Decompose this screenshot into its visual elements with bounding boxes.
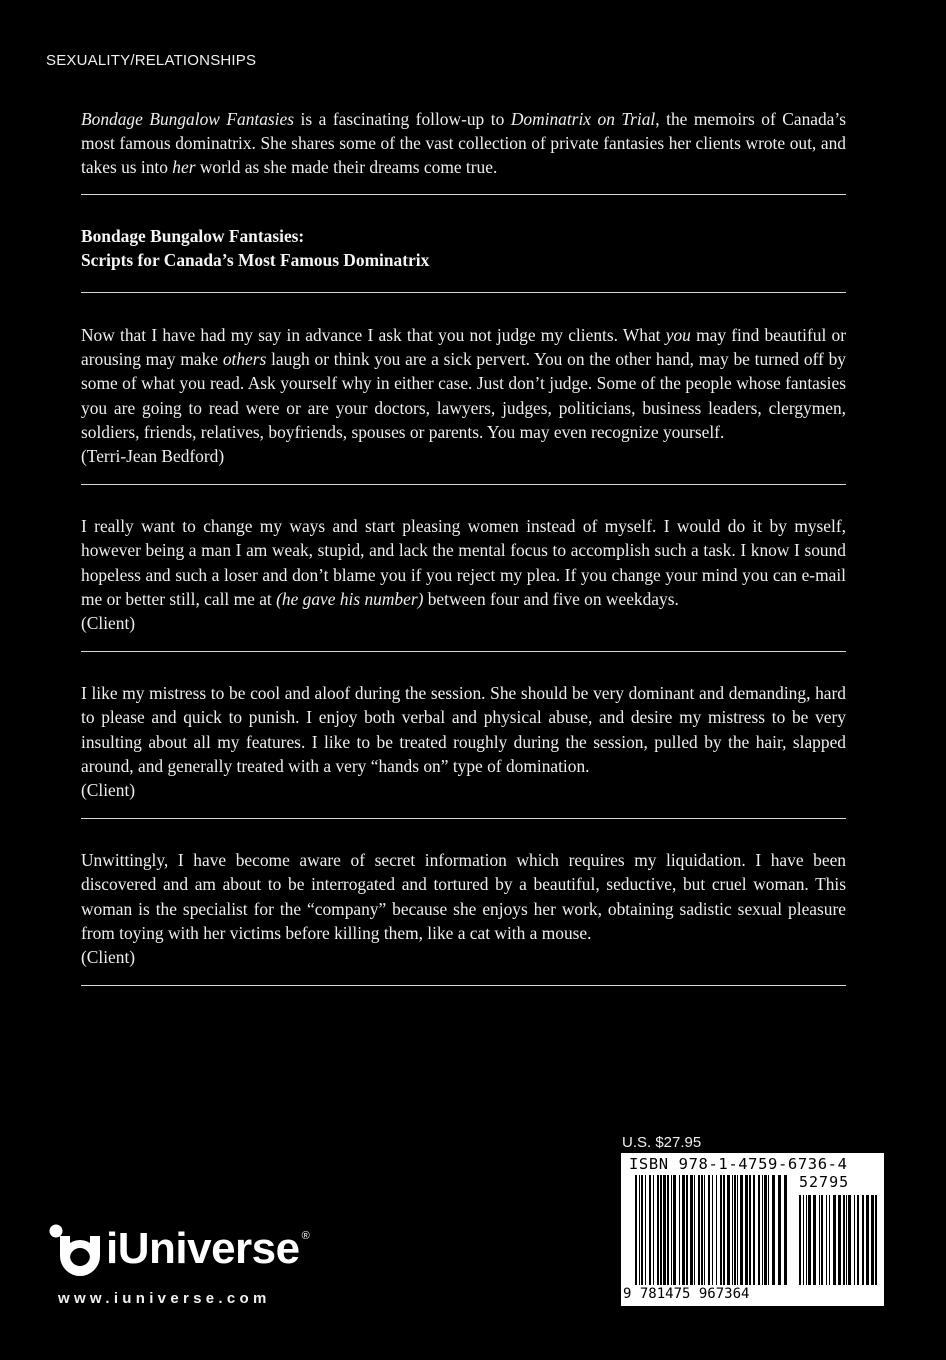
barcode-bar [768, 1175, 769, 1285]
quote-italic: you [665, 325, 691, 346]
barcode-bar [673, 1175, 676, 1285]
barcode-bar [854, 1195, 855, 1285]
barcode-bar [682, 1175, 685, 1285]
barcode-bar [826, 1195, 827, 1285]
intro-text-3: world as she made their dreams come true. [195, 157, 498, 178]
quote-attribution: (Client) [81, 947, 136, 968]
divider [81, 194, 846, 195]
divider [81, 292, 846, 293]
quote-text: Unwittingly, I have become aware of secret information which requires my liquidation. I have been discovered and am about to be interrogated and tortured by a beautiful, seductive, but cruel woman. This woman is the specialist for the “company” because she enjoys her work, obtaining sadistic sexual pleasure from toying with her victims before killing them, like a cat with a mouse. [81, 850, 846, 943]
barcode-bar [737, 1175, 738, 1285]
iuniverse-wordmark [106, 1224, 310, 1274]
barcode-bar [819, 1195, 820, 1285]
quote-text: may find beautiful or arousing may make [81, 325, 846, 370]
quote-attribution: (Client) [81, 613, 136, 634]
isbn-number: ISBN 978-1-4759-6736-4 [629, 1155, 848, 1173]
barcode-bar [723, 1175, 725, 1285]
barcode-bar [660, 1175, 662, 1285]
barcode-bar [862, 1195, 864, 1285]
barcode-bar [690, 1175, 693, 1285]
barcode-bar [712, 1175, 713, 1285]
barcode-bar [758, 1175, 760, 1285]
barcode-bar [749, 1175, 751, 1285]
divider [81, 818, 846, 819]
barcode-bar [813, 1195, 816, 1285]
intro-title-italic: Bondage Bungalow Fantasies [81, 109, 294, 129]
publisher-website: www.iuniverse.com [58, 1290, 271, 1307]
barcode-bar [875, 1195, 877, 1285]
intro-reference-italic: Dominatrix on Trial [510, 109, 656, 129]
barcode-bar [857, 1195, 859, 1285]
barcode-bar [821, 1195, 823, 1285]
ean-bars [635, 1175, 787, 1285]
back-cover-content [81, 107, 846, 986]
publisher-name: iUniverse [106, 1224, 300, 1273]
quote-italic: others [222, 349, 267, 370]
barcode-bar [778, 1175, 781, 1285]
barcode-bar [740, 1175, 743, 1285]
category-label: SEXUALITY/RELATIONSHIPS [46, 52, 257, 69]
barcode-bar [843, 1195, 845, 1285]
barcode-bar [698, 1175, 700, 1285]
barcode-bar [838, 1195, 841, 1285]
barcode-bar [784, 1175, 787, 1285]
barcode-bar [753, 1175, 755, 1285]
barcode-bar [686, 1175, 688, 1285]
book-title [81, 224, 846, 272]
book-title-line-2: Scripts for Canada’s Most Famous Dominatrix [81, 249, 430, 270]
barcode-bar [772, 1175, 775, 1285]
price-label: U.S. $27.95 [622, 1134, 702, 1151]
quote-attribution: (Client) [81, 780, 136, 801]
barcode-bar [641, 1175, 643, 1285]
barcode-bar [657, 1175, 659, 1285]
quote-text: laugh or think you are a sick pervert. You on the other hand, may be turned off by some of what you read. Ask yourself why in either case. Just don’t judge. Some of the people whose fantasies you are going to read were or are your doctors, lawyers, judges, politicians, business leaders, clergymen, soldiers, friends, relatives, boyfriends, spouses or parents. You may even recognize yourself. [81, 349, 846, 442]
barcode-bar [649, 1175, 651, 1285]
barcode-bar [806, 1195, 807, 1285]
barcode-bar [734, 1175, 736, 1285]
quote-client-1 [81, 514, 846, 635]
barcode-bar [653, 1175, 654, 1285]
barcode-bar [645, 1175, 646, 1285]
barcode-bar [639, 1175, 640, 1285]
registered-mark: ® [301, 1230, 310, 1242]
barcode-bar [716, 1175, 717, 1285]
barcode-bar [663, 1175, 666, 1285]
quote-italic: (he gave his number) [276, 588, 424, 609]
intro-text-1: is a fascinating follow-up to [294, 109, 511, 129]
barcode-bar [679, 1175, 680, 1285]
barcode-bar [764, 1175, 767, 1285]
barcode-bar [708, 1175, 710, 1285]
iuniverse-logo-icon [46, 1222, 102, 1280]
quote-text: I really want to change my ways and start pleasing women instead of myself. I would do it by myself, however being a man I am weak, stupid, and lack the mental focus to accomplish such a task. I know I sound hopeless and such a loser and don’t blame you if you reject my plea. If you change your mind you can e-mail me or better still, call me at [81, 516, 846, 609]
barcode-bar [732, 1175, 733, 1285]
iuniverse-logo [46, 1220, 326, 1282]
quote-text: I like my mistress to be cool and aloof during the session. She should be very dominant and demanding, hard to please and quick to punish. I enjoy both verbal and physical abuse, and desire my mistress to be very insulting about all my features. I like to be treated roughly during the session, pulled by the hair, slapped around, and generally treated with a very “hands on” type of domination. [81, 683, 846, 776]
divider [81, 484, 846, 485]
addon-bars [799, 1195, 877, 1285]
book-title-line-1: Bondage Bungalow Fantasies: [81, 225, 305, 246]
barcode-bar [866, 1195, 869, 1285]
divider [81, 985, 846, 986]
barcode-bar [762, 1175, 763, 1285]
price-addon-number: 52795 [799, 1173, 850, 1191]
quote-client-3 [81, 848, 846, 969]
intro-text-2: , the memoirs of Canada’s most famous dominatrix. She shares some of the vast collection of private fantasies her clients wrote out, and takes us into [81, 109, 846, 178]
barcode-bar [829, 1195, 830, 1285]
quote-attribution: (Terri-Jean Bedford) [81, 446, 225, 467]
barcode-bar [871, 1195, 874, 1285]
barcode-bar [704, 1175, 705, 1285]
barcode-bar [803, 1195, 804, 1285]
intro-her-italic: her [172, 157, 196, 178]
barcode-bar [671, 1175, 672, 1285]
barcode-bar [745, 1175, 748, 1285]
barcode-bar [667, 1175, 669, 1285]
isbn-barcode [621, 1153, 884, 1306]
quote-text: between four and five on weekdays. [423, 588, 679, 609]
barcode-bar [799, 1195, 801, 1285]
barcode-bar [833, 1195, 836, 1285]
ean-number: 9 781475 967364 [623, 1286, 750, 1302]
intro-paragraph [81, 107, 846, 180]
barcode-bar [720, 1175, 722, 1285]
divider [81, 651, 846, 652]
barcode-bar [694, 1175, 695, 1285]
barcode-bar [846, 1195, 847, 1285]
barcode-bar [848, 1195, 851, 1285]
quote-bedford [81, 323, 846, 468]
barcode-bar [635, 1175, 637, 1285]
quote-text: Now that I have had my say in advance I ask that you not judge my clients. What [81, 325, 666, 346]
barcode-bar [727, 1175, 730, 1285]
barcode-bar [808, 1195, 811, 1285]
barcode-bar [701, 1175, 703, 1285]
quote-client-2 [81, 681, 846, 802]
